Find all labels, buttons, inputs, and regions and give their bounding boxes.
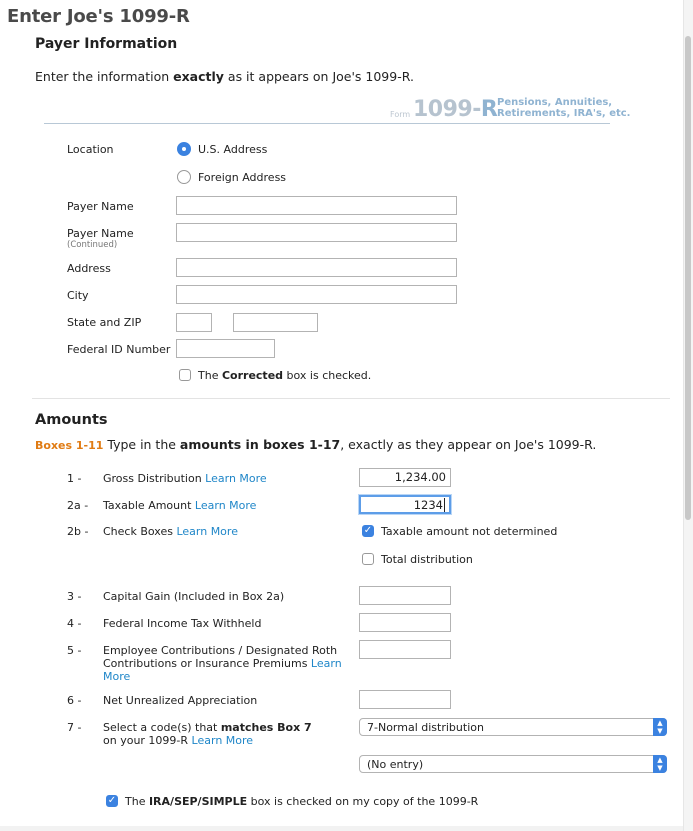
box-4-number: 4 - [67,617,82,630]
amounts-heading: Amounts [35,412,108,428]
box-5-label: Employee Contributions / Designated Roth Contributions or Insurance Premiums Learn More [103,644,342,683]
zip-input[interactable] [233,313,318,332]
payer-name-continued-sublabel: (Continued) [67,240,118,250]
box-2b-number: 2b - [67,525,89,538]
chevron-updown-icon[interactable]: ▲ ▼ [653,755,667,773]
box-6-label: Net Unrealized Appreciation [103,694,258,707]
city-input[interactable] [176,285,457,304]
taxable-amount-input[interactable]: 1234 [359,495,451,514]
box-7-number: 7 - [67,721,82,734]
corrected-checkbox[interactable] [179,369,191,381]
payer-name-continued-input[interactable] [176,223,457,242]
box-3-label: Capital Gain (Included in Box 2a) [103,590,285,603]
us-address-radio[interactable] [177,142,191,156]
corrected-label[interactable]: The Corrected box is checked. [198,369,372,382]
form-subtitle: Pensions, Annuities, Retirements, IRA's, etc. [497,97,631,119]
city-label: City [67,289,89,302]
capital-gain-input[interactable] [359,586,451,605]
box-4-label: Federal Income Tax Withheld [103,617,262,630]
chevron-updown-icon[interactable]: ▲ ▼ [653,718,667,736]
payer-name-label: Payer Name [67,200,134,213]
total-distribution-checkbox[interactable] [362,553,374,565]
state-input[interactable] [176,313,212,332]
foreign-address-label[interactable]: Foreign Address [198,171,287,184]
taxable-not-determined-checkbox[interactable]: ✓ [363,525,373,536]
state-zip-label: State and ZIP [67,316,142,329]
box-5-learn-more[interactable]: Learn [310,657,342,670]
box-6-number: 6 - [67,694,82,707]
box-7-label: Select a code(s) that matches Box 7 on your 1099-R Learn More [103,721,312,747]
federal-id-label: Federal ID Number [67,343,171,356]
box-7-learn-more[interactable]: Learn More [191,734,254,747]
ira-sep-simple-label[interactable]: The IRA/SEP/SIMPLE box is checked on my copy of the 1099-R [125,795,479,808]
page-title: Enter Joe's 1099-R [7,6,190,27]
box-2b-label: Check Boxes Learn More [103,525,238,538]
box-7-code-select-1[interactable]: 7-Normal distribution [359,718,667,736]
bottom-edge [0,826,683,831]
box-2a-label: Taxable Amount Learn More [103,499,257,512]
amounts-intro: Boxes 1-11 Type in the amounts in boxes 1-17, exactly as they appear on Joe's 1099-R. [35,437,597,452]
employee-contributions-input[interactable] [359,640,451,659]
location-label: Location [67,143,114,156]
federal-id-input[interactable] [176,339,275,358]
box-2a-learn-more[interactable]: Learn More [194,499,257,512]
section-divider [32,398,670,399]
scrollbar-thumb[interactable] [685,36,691,520]
net-unrealized-appreciation-input[interactable] [359,690,451,709]
federal-tax-withheld-input[interactable] [359,613,451,632]
box-1-label: Gross Distribution Learn More [103,472,267,485]
box-2b-learn-more[interactable]: Learn More [176,525,238,538]
address-label: Address [67,262,111,275]
payer-name-continued-label: Payer Name [67,227,134,240]
form-word: Form [390,110,411,119]
box-7-code-select-2[interactable]: (No entry) [359,755,667,773]
gross-distribution-input[interactable]: 1,234.00 [359,468,451,487]
boxes-tag: Boxes 1-11 [35,439,104,452]
ira-sep-simple-checkbox[interactable]: ✓ [107,795,117,806]
address-input[interactable] [176,258,457,277]
foreign-address-radio[interactable] [177,170,191,184]
box-2a-number: 2a - [67,499,89,512]
form-divider [44,123,610,124]
taxable-not-determined-label[interactable]: Taxable amount not determined [381,525,558,538]
box-5-number: 5 - [67,644,82,657]
payer-information-heading: Payer Information [35,36,178,52]
payer-intro: Enter the information exactly as it appears on Joe's 1099-R. [35,69,414,84]
box-1-number: 1 - [67,472,82,485]
us-address-label[interactable]: U.S. Address [198,143,268,156]
box-1-learn-more[interactable]: Learn More [205,472,267,485]
payer-name-input[interactable] [176,196,457,215]
total-distribution-label[interactable]: Total distribution [381,553,473,566]
box-3-number: 3 - [67,590,82,603]
box-5-learn-more-continued[interactable]: More [103,670,131,683]
form-number: 1099-R [413,97,498,122]
